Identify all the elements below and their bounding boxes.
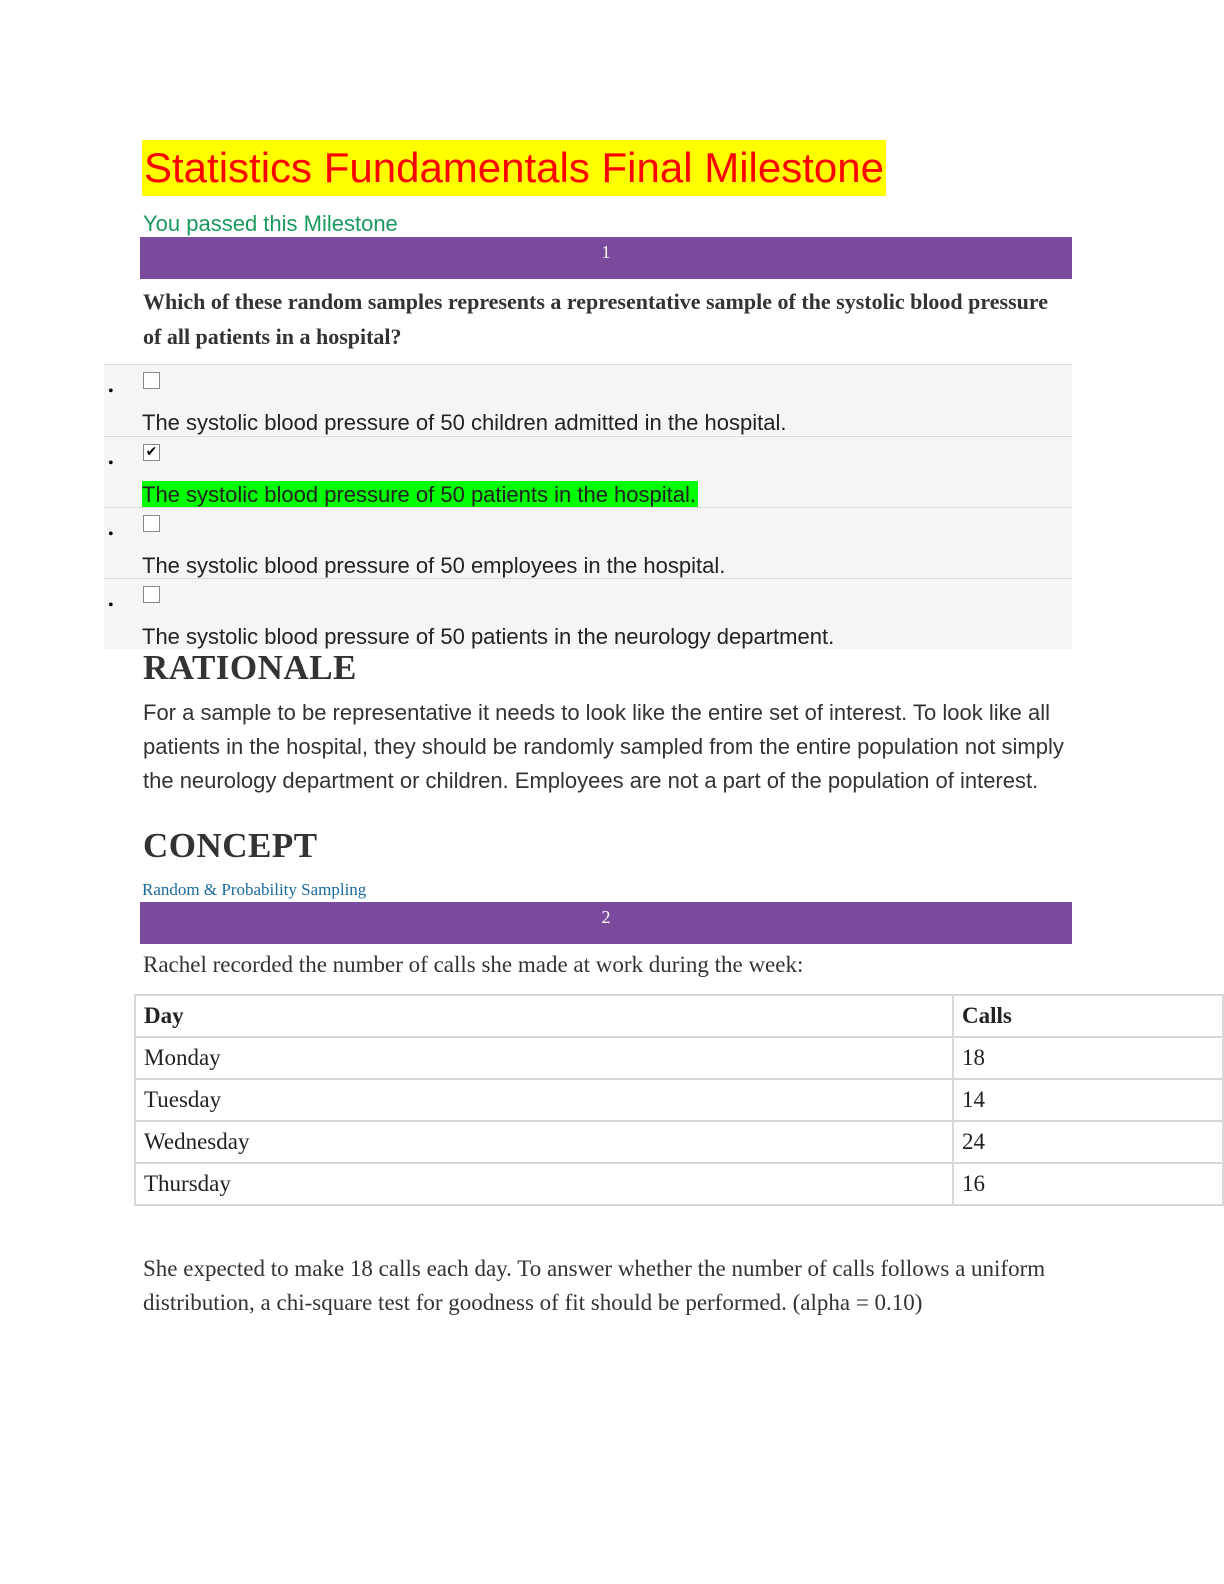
answer-option[interactable] bbox=[104, 578, 1072, 649]
table-cell-day: Thursday bbox=[135, 1163, 953, 1205]
answer-option[interactable] bbox=[104, 507, 1072, 578]
bullet-icon: • bbox=[108, 526, 114, 543]
concept-heading: CONCEPT bbox=[143, 826, 318, 865]
table-header-calls: Calls bbox=[953, 995, 1223, 1037]
question-number-bar: 1 bbox=[140, 237, 1072, 279]
table-cell-calls: 18 bbox=[953, 1037, 1223, 1079]
rationale-heading: RATIONALE bbox=[143, 648, 357, 687]
table-header-day: Day bbox=[135, 995, 953, 1037]
table-row bbox=[135, 1121, 1223, 1163]
checkbox[interactable] bbox=[143, 372, 160, 389]
option-label: The systolic blood pressure of 50 patients in the neurology department. bbox=[142, 624, 835, 649]
question-text: Which of these random samples represents a representative sample of the systolic blood pressure of all patients in a hospital? bbox=[143, 289, 1049, 349]
bullet-icon: • bbox=[108, 383, 114, 400]
table-cell-day: Wednesday bbox=[135, 1121, 953, 1163]
concept-link[interactable]: Random & Probability Sampling bbox=[142, 880, 367, 899]
table-cell-calls: 14 bbox=[953, 1079, 1223, 1121]
pass-status: You passed this Milestone bbox=[143, 211, 398, 236]
rationale-text: For a sample to be representative it needs to look like the entire set of interest. To look like all patients in the hospital, they should be randomly sampled from the entire population not simply the neurology department or children. Employees are not a part of the population of interest. bbox=[143, 700, 1064, 793]
bullet-icon: • bbox=[108, 455, 114, 472]
table-header-row bbox=[135, 995, 1223, 1037]
checkbox-checked[interactable]: ✔ bbox=[143, 444, 160, 461]
option-label-correct: The systolic blood pressure of 50 patients in the hospital. bbox=[142, 482, 696, 507]
table-row bbox=[135, 1163, 1223, 1205]
checkbox[interactable] bbox=[143, 586, 160, 603]
option-label: The systolic blood pressure of 50 employees in the hospital. bbox=[142, 553, 726, 578]
question-body: She expected to make 18 calls each day. To answer whether the number of calls follows a uniform distribution, a chi-square test for goodness of fit should be performed. (alpha = 0.10) bbox=[143, 1256, 1046, 1315]
answer-option[interactable] bbox=[104, 436, 1072, 507]
question-number-bar: 2 bbox=[140, 902, 1072, 944]
question-intro: Rachel recorded the number of calls she made at work during the week: bbox=[143, 952, 804, 977]
table-row bbox=[135, 1037, 1223, 1079]
bullet-icon: • bbox=[108, 597, 114, 614]
table-row bbox=[135, 1079, 1223, 1121]
table-cell-day: Tuesday bbox=[135, 1079, 953, 1121]
option-label: The systolic blood pressure of 50 children admitted in the hospital. bbox=[142, 410, 787, 435]
page-title: Statistics Fundamentals Final Milestone bbox=[142, 140, 886, 196]
checkbox[interactable] bbox=[143, 515, 160, 532]
calls-table bbox=[134, 994, 1224, 1206]
table-cell-calls: 24 bbox=[953, 1121, 1223, 1163]
answer-option[interactable] bbox=[104, 364, 1072, 435]
table-cell-calls: 16 bbox=[953, 1163, 1223, 1205]
table-cell-day: Monday bbox=[135, 1037, 953, 1079]
